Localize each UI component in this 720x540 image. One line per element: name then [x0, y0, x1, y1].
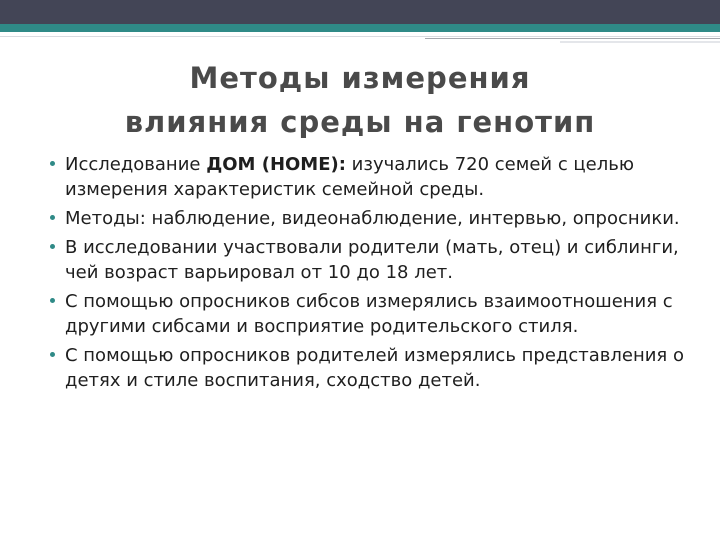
accent-decorative-bar — [0, 24, 720, 32]
bullet-item — [48, 206, 688, 231]
bullet-list — [48, 152, 688, 397]
slide-title-line-1: Методы измерения — [189, 61, 531, 95]
bullet-item — [48, 289, 688, 339]
decorative-line — [425, 38, 720, 39]
decorative-line — [0, 36, 720, 37]
bullet-dot-icon — [50, 161, 55, 166]
bullet-dot-icon — [50, 352, 55, 357]
bullet-item — [48, 343, 688, 393]
bullet-dot-icon — [50, 298, 55, 303]
bullet-dot-icon — [50, 215, 55, 220]
bullet-text-bold: ДОМ (HOME): — [206, 154, 346, 175]
slide-title-line-2: влияния среды на генотип — [124, 105, 596, 139]
top-decorative-bar — [0, 0, 720, 24]
bullet-text-prefix: Исследование — [65, 154, 207, 175]
bullet-text: С помощью опросников родителей измерялись представления о детях и стиле воспитания, сходство детей. — [65, 345, 684, 391]
bullet-item — [48, 235, 688, 285]
bullet-text: В исследовании участвовали родители (мать, отец) и сиблинги, чей возраст варьировал от 10 до 18 лет. — [65, 237, 679, 283]
decorative-line — [560, 41, 720, 43]
bullet-text: Методы: наблюдение, видеонаблюдение, интервью, опросники. — [65, 208, 680, 229]
slide-title — [40, 56, 680, 144]
bullet-text-suffix: изучались 720 семей с целью измерения характеристик семейной среды. — [65, 154, 635, 200]
bullet-item — [48, 152, 688, 202]
bullet-text: С помощью опросников сибсов измерялись взаимоотношения с другими сибсами и восприятие родительского стиля. — [65, 291, 673, 337]
bullet-dot-icon — [50, 244, 55, 249]
